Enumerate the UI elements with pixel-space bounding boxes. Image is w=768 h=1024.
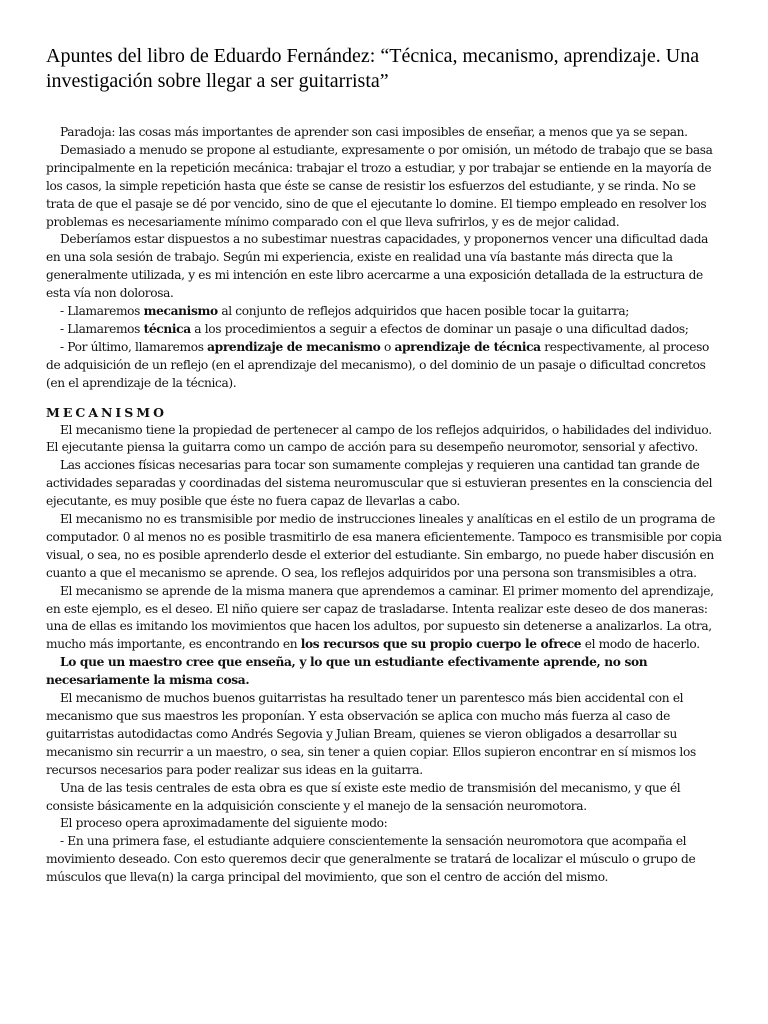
term-bold: técnica [143,321,191,336]
paragraph: Una de las tesis centrales de esta obra es que sí existe este medio de transmisión del mecanismo, y que él consiste básicamente en la adquisición consciente y el manejo de la sensación neuromotora. [46,780,681,813]
definition-tecnica [46,321,724,339]
text-span: El mecanismo se aprende de la misma manera que aprendemos a caminar. El primer momento del aprendizaje, en este ejemplo, es el deseo. El niño quiere ser capaz de trasladarse. Intenta realizar este deseo de dos maneras: una de ellas es imitando los movimientos que hacen los adultos, por supuesto sin detenerse a analizarlos. La otra, mucho más importante, es encontrando en [46,583,714,652]
text-span: respectivamente, al proceso de adquisición de un reflejo (en el aprendizaje del mecanismo), o del dominio de un pasaje o dificultad concretos (en el aprendizaje de la técnica). [46,339,709,390]
list-item-phase: - En una primera fase, el estudiante adquiere conscientemente la sensación neuromotora que acompaña el movimiento deseado. Con esto queremos decir que generalmente se tratará de localizar el músculo o grupo de músculos que lleva(n) la carga principal del movimiento, que son el centro de acción del mismo. [46,834,696,885]
paragraph: El mecanismo de muchos buenos guitarristas ha resultado tener un parentesco más bien accidental con el mecanismo que sus maestros les proponían. Y esta observación se aplica con mucho más fuerza al caso de guitarristas autodidactas como Andrés Segovia y Julian Bream, quienes se vieron obligados a desarrollar su mecanismo sin recurrir a un maestro, o sea, sin tener a quien copiar. Ellos supieron encontrar en sí mismos los recursos necesarios para poder realizar sus ideas en la guitarra. [46,691,696,777]
paragraph: Paradoja: las cosas más importantes de aprender son casi imposibles de enseñar, a menos que ya se sepan. [60,125,688,139]
emphasis-bold: los recursos que su propio cuerpo le ofrece [300,637,582,652]
paragraph-caminar [46,583,724,655]
section-heading: MECANISMO [46,404,168,420]
term-bold: aprendizaje de técnica [394,339,541,354]
paragraph: Demasiado a menudo se propone al estudiante, expresamente o por omisión, un método de trabajo que se basa principalmente en la repetición mecánica: trabajar el trozo a estudiar, y por trabajar se entiende en la mayoría de los casos, la simple repetición hasta que éste se canse de resistir los esfuerzos del estudiante, y se rinda. No se trata de que el pasaje se dé por vencido, sino de que el ejecutante lo domine. El tiempo empleado en resolver los problemas es necesariamente mínimo comparado con el que lleva sufrirlos, y es de mejor calidad. [46,142,713,229]
text-span: el modo de hacerlo. [581,637,700,652]
term-bold: mecanismo [143,304,218,319]
text-span: - Por último, llamaremos [60,339,208,354]
paragraph: El mecanismo tiene la propiedad de pertenecer al campo de los reflejos adquiridos, o habilidades del individuo. El ejecutante piensa la guitarra como un campo de acción para su desempeño neuromotor, sensorial y afectivo. [46,422,712,455]
text-span: o [380,339,395,354]
definition-mecanismo [46,303,724,321]
bold-statement: Lo que un maestro cree que enseña, y lo que un estudiante efectivamente aprende, no son necesariamente la misma cosa. [46,655,648,688]
paragraph: Deberíamos estar dispuestos a no subestimar nuestras capacidades, y proponernos vencer una dificultad dada en una sola sesión de trabajo. Según mi experiencia, existe en realidad una vía bastante más directa que la generalmente utilizada, y es mi intención en este libro acercarme a una exposición detallada de la estructura de esta vía non dolorosa. [46,232,709,301]
document-body [46,124,724,887]
definition-aprendizaje [46,339,724,393]
paragraph: El mecanismo no es transmisible por medio de instrucciones lineales y analíticas en el estilo de un programa de computador. 0 al menos no es posible trasmitirlo de esa manera eficientemente. Tampoco es transmisible por copia visual, o sea, no es posible aprenderlo desde el exterior del estudiante. Sin embargo, no puede haber discusión en cuanto a que el mecanismo se aprende. O sea, los reflejos adquiridos por una persona son transmisibles a otra. [46,512,722,580]
text-span: - Llamaremos [60,321,144,336]
paragraph: El proceso opera aproximadamente del siguiente modo: [60,816,388,831]
text-span: - Llamaremos [60,304,144,319]
document-title: Apuntes del libro de Eduardo Fernández: “Técnica, mecanismo, aprendizaje. Una investigación sobre llegar a ser guitarrista” [46,45,700,92]
text-span: al conjunto de reflejos adquiridos que hacen posible tocar la guitarra; [217,304,630,319]
term-bold: aprendizaje de mecanismo [207,339,381,354]
document-page [46,44,724,887]
paragraph: Las acciones físicas necesarias para tocar son sumamente complejas y requieren una cantidad tan grande de actividades separadas y coordinadas del sistema neuromuscular que si estuvieran presentes en la consciencia del ejecutante, es muy posible que éste no fuera capaz de llevarlas a cabo. [46,458,713,509]
text-span: a los procedimientos a seguir a efectos de dominar un pasaje o una dificultad dados; [190,321,689,336]
